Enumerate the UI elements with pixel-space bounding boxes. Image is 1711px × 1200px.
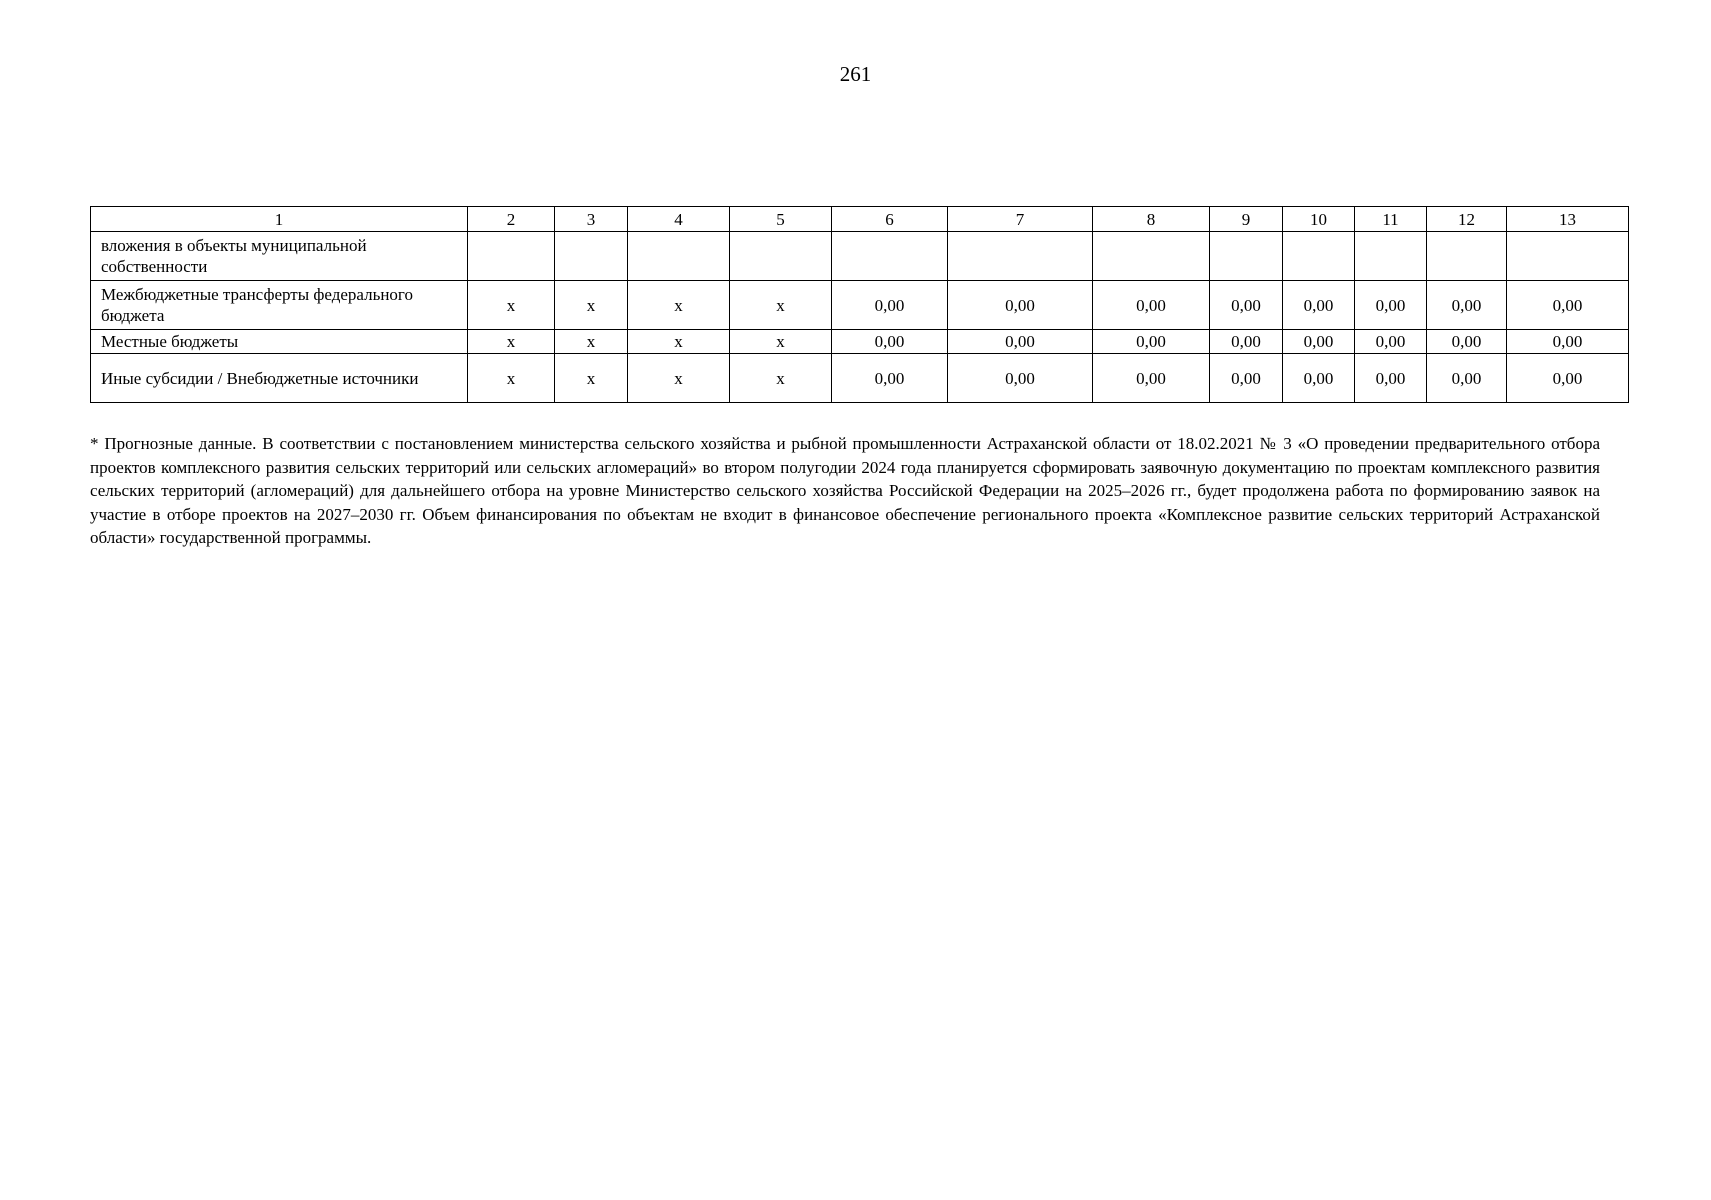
column-number: 2 — [468, 207, 555, 232]
table-cell: 0,00 — [1355, 354, 1427, 403]
table-cell: 0,00 — [1507, 281, 1629, 330]
table-cell — [1210, 232, 1283, 281]
table-cell: 0,00 — [1355, 330, 1427, 354]
table-cell — [1427, 232, 1507, 281]
table-cell — [1507, 232, 1629, 281]
table-cell: x — [628, 354, 730, 403]
column-number: 3 — [555, 207, 628, 232]
column-number: 6 — [832, 207, 948, 232]
table-cell: x — [628, 281, 730, 330]
table-row-federal-transfers — [91, 281, 1629, 330]
table-cell: x — [730, 330, 832, 354]
table-cell — [555, 232, 628, 281]
table-cell: x — [555, 330, 628, 354]
table-cell: 0,00 — [832, 281, 948, 330]
table-cell: x — [468, 354, 555, 403]
table-cell: 0,00 — [1427, 330, 1507, 354]
table-row-local-budgets — [91, 330, 1629, 354]
table-cell: 0,00 — [832, 330, 948, 354]
table-cell — [468, 232, 555, 281]
column-number: 8 — [1093, 207, 1210, 232]
column-number: 5 — [730, 207, 832, 232]
table-cell: x — [555, 354, 628, 403]
table-cell: 0,00 — [1355, 281, 1427, 330]
table-cell — [948, 232, 1093, 281]
table-cell — [832, 232, 948, 281]
table-cell: 0,00 — [1427, 281, 1507, 330]
row-label: Межбюджетные трансферты федерального бюджета — [91, 281, 468, 330]
table-cell — [730, 232, 832, 281]
table-cell: 0,00 — [1283, 354, 1355, 403]
column-number: 9 — [1210, 207, 1283, 232]
table-cell: 0,00 — [1283, 281, 1355, 330]
table-cell: 0,00 — [1093, 281, 1210, 330]
table-cell: 0,00 — [1283, 330, 1355, 354]
row-label: вложения в объекты муниципальной собственности — [91, 232, 468, 281]
column-number: 13 — [1507, 207, 1629, 232]
table-header-row — [91, 207, 1629, 232]
table-cell: 0,00 — [1093, 330, 1210, 354]
table-cell: x — [468, 330, 555, 354]
table-cell: 0,00 — [1507, 330, 1629, 354]
table-cell: 0,00 — [948, 354, 1093, 403]
table-cell: x — [468, 281, 555, 330]
page-number: 261 — [839, 62, 872, 86]
table-cell: 0,00 — [1210, 330, 1283, 354]
table-cell: x — [628, 330, 730, 354]
table-cell: 0,00 — [1093, 354, 1210, 403]
footnote: * Прогнозные данные. В соответствии с постановлением министерства сельского хозяйства и рыбной промышленности Астраханской области от 18.02.2021 № 3 «О проведении предварительного отбора проектов комплексного развития сельских территорий или сельских агломераций» во втором полугодии 2024 года планируется сформировать заявочную документацию по проектам комплексного развития сельских территорий (агломераций) для дальнейшего отбора на уровне Министерство сельского хозяйства Российской Федерации на 2025–2026 гг., будет продолжена работа по формированию заявок на участие в отборе проектов на 2027–2030 гг. Объем финансирования по объектам не входит в финансовое обеспечение регионального проекта «Комплексное развитие сельских территорий Астраханской области» государственной программы. — [90, 434, 1600, 547]
table-cell — [1283, 232, 1355, 281]
table-cell: x — [730, 354, 832, 403]
table-cell: 0,00 — [832, 354, 948, 403]
table-cell: 0,00 — [948, 330, 1093, 354]
column-number: 7 — [948, 207, 1093, 232]
table-row-municipal-property — [91, 232, 1629, 281]
row-label: Иные субсидии / Внебюджетные источники — [91, 354, 468, 403]
table-cell: 0,00 — [1210, 354, 1283, 403]
column-number: 10 — [1283, 207, 1355, 232]
table-cell: x — [730, 281, 832, 330]
table-cell — [1355, 232, 1427, 281]
finance-table — [90, 206, 1629, 403]
table-cell: 0,00 — [1507, 354, 1629, 403]
table-cell — [628, 232, 730, 281]
column-number: 12 — [1427, 207, 1507, 232]
column-number: 1 — [91, 207, 468, 232]
table-cell: 0,00 — [948, 281, 1093, 330]
table-cell: x — [555, 281, 628, 330]
column-number: 11 — [1355, 207, 1427, 232]
column-number: 4 — [628, 207, 730, 232]
row-label: Местные бюджеты — [91, 330, 468, 354]
table-cell: 0,00 — [1427, 354, 1507, 403]
table-row-other-subsidies — [91, 354, 1629, 403]
table-cell — [1093, 232, 1210, 281]
table-cell: 0,00 — [1210, 281, 1283, 330]
